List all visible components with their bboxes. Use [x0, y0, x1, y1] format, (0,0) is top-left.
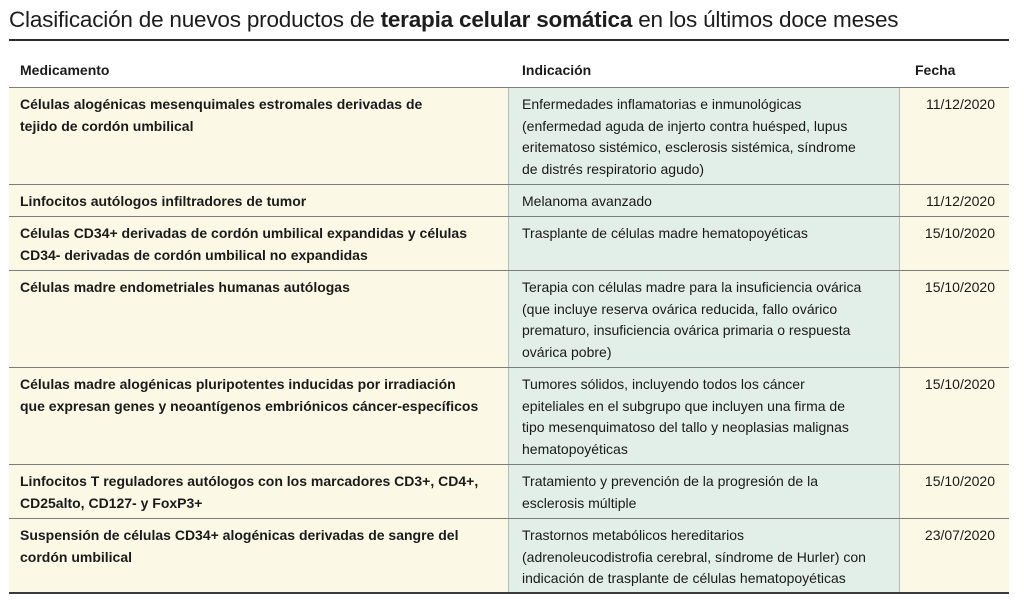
indicacion-cell: [509, 519, 899, 592]
fecha-cell: 15/10/2020: [899, 368, 1009, 464]
medicamento-cell: [9, 88, 509, 184]
indicacion-cell: [509, 217, 899, 270]
indicacion-cell-line: Trastornos metabólicos hereditarios: [522, 527, 745, 543]
indicacion-cell: [509, 465, 899, 518]
medicamento-cell-line: Células alogénicas mesenquimales estromales derivadas de: [20, 96, 423, 112]
medicamento-cell-line: CD25alto, CD127- y FoxP3+: [20, 494, 203, 511]
medicamento-cell: [9, 217, 509, 270]
title-rule: [9, 39, 1009, 41]
fecha-cell: 15/10/2020: [899, 217, 1009, 270]
medicamento-cell: [9, 368, 509, 464]
header-fecha: Fecha: [915, 62, 956, 78]
indicacion-cell-line: indicación de trasplante de células hematopoyéticas: [522, 570, 846, 586]
fecha-cell: 15/10/2020: [899, 465, 1009, 518]
table-row: [9, 464, 1009, 518]
header-indicacion: Indicación: [522, 62, 592, 78]
title-bold: terapia celular somática: [380, 7, 633, 32]
fecha-cell: 11/12/2020: [899, 185, 1009, 216]
medicamento-cell: [9, 465, 509, 518]
page-title: [9, 7, 898, 33]
medicamento-cell-line: cordón umbilical: [20, 548, 133, 565]
indicacion-cell-line: Tratamiento y prevención de la progresión de la: [522, 473, 818, 489]
medicamento-cell-line: CD34- derivadas de cordón umbilical no expandidas: [20, 246, 368, 263]
table-row: [9, 216, 1009, 270]
products-table: [9, 87, 1009, 594]
table-row: [9, 270, 1009, 367]
medicamento-cell-line: Linfocitos autólogos infiltradores de tumor: [20, 193, 307, 209]
fecha-cell: 23/07/2020: [899, 519, 1009, 592]
table-row: [9, 87, 1009, 184]
indicacion-cell-line: Terapia con células madre para la insuficiencia ovárica: [522, 279, 862, 295]
indicacion-cell: [509, 271, 899, 367]
medicamento-cell: [9, 185, 509, 216]
indicacion-cell-line: (que incluye reserva ovárica reducida, fallo ovárico: [522, 300, 838, 317]
table-row: [9, 367, 1009, 464]
indicacion-cell-line: esclerosis múltiple: [522, 494, 637, 511]
indicacion-cell-line: eritematoso sistémico, esclerosis sistémica, síndrome: [522, 139, 856, 155]
table-row: [9, 184, 1009, 216]
indicacion-cell-line: Melanoma avanzado: [522, 193, 652, 209]
title-prefix: Clasificación de nuevos productos de: [9, 7, 381, 32]
indicacion-cell: [509, 368, 899, 464]
indicacion-cell-line: hematopoyéticas: [522, 440, 628, 457]
fecha-cell: 15/10/2020: [899, 271, 1009, 367]
fecha-cell: 11/12/2020: [899, 88, 1009, 184]
indicacion-cell-line: (enfermedad aguda de injerto contra huésped, lupus: [522, 117, 848, 134]
indicacion-cell-line: Enfermedades inflamatorias e inmunológicas: [522, 96, 802, 112]
indicacion-cell-line: ovárica pobre): [522, 343, 612, 360]
table-row: [9, 518, 1009, 594]
medicamento-cell-line: Suspensión de células CD34+ alogénicas derivadas de sangre del: [20, 527, 459, 543]
indicacion-cell-line: Trasplante de células madre hematopoyéticas: [522, 225, 808, 241]
indicacion-cell: [509, 185, 899, 216]
indicacion-cell-line: epiteliales en el subgrupo que incluyen una firma de: [522, 397, 845, 414]
medicamento-cell: [9, 271, 509, 367]
indicacion-cell: [509, 88, 899, 184]
title-suffix: en los últimos doce meses: [632, 7, 899, 32]
indicacion-cell-line: (adrenoleucodistrofia cerebral, síndrome de Hurler) con: [522, 548, 866, 565]
indicacion-cell-line: prematuro, insuficiencia ovárica primaria o respuesta: [522, 322, 851, 338]
medicamento-cell-line: Linfocitos T reguladores autólogos con los marcadores CD3+, CD4+,: [20, 473, 479, 489]
indicacion-cell-line: tipo mesenquimatoso del tallo y neoplasias malignas: [522, 419, 849, 435]
medicamento-cell-line: Células madre alogénicas pluripotentes inducidas por irradiación: [20, 376, 456, 392]
medicamento-cell-line: Células CD34+ derivadas de cordón umbilical expandidas y células: [20, 225, 468, 241]
medicamento-cell-line: que expresan genes y neoantígenos embriónicos cáncer-específicos: [20, 397, 479, 414]
header-medicamento: Medicamento: [20, 62, 110, 78]
medicamento-cell: [9, 519, 509, 592]
medicamento-cell-line: Células madre endometriales humanas autólogas: [20, 279, 350, 295]
medicamento-cell-line: tejido de cordón umbilical: [20, 117, 194, 134]
indicacion-cell-line: de distrés respiratorio agudo): [522, 160, 705, 177]
indicacion-cell-line: Tumores sólidos, incluyendo todos los cáncer: [522, 376, 805, 392]
